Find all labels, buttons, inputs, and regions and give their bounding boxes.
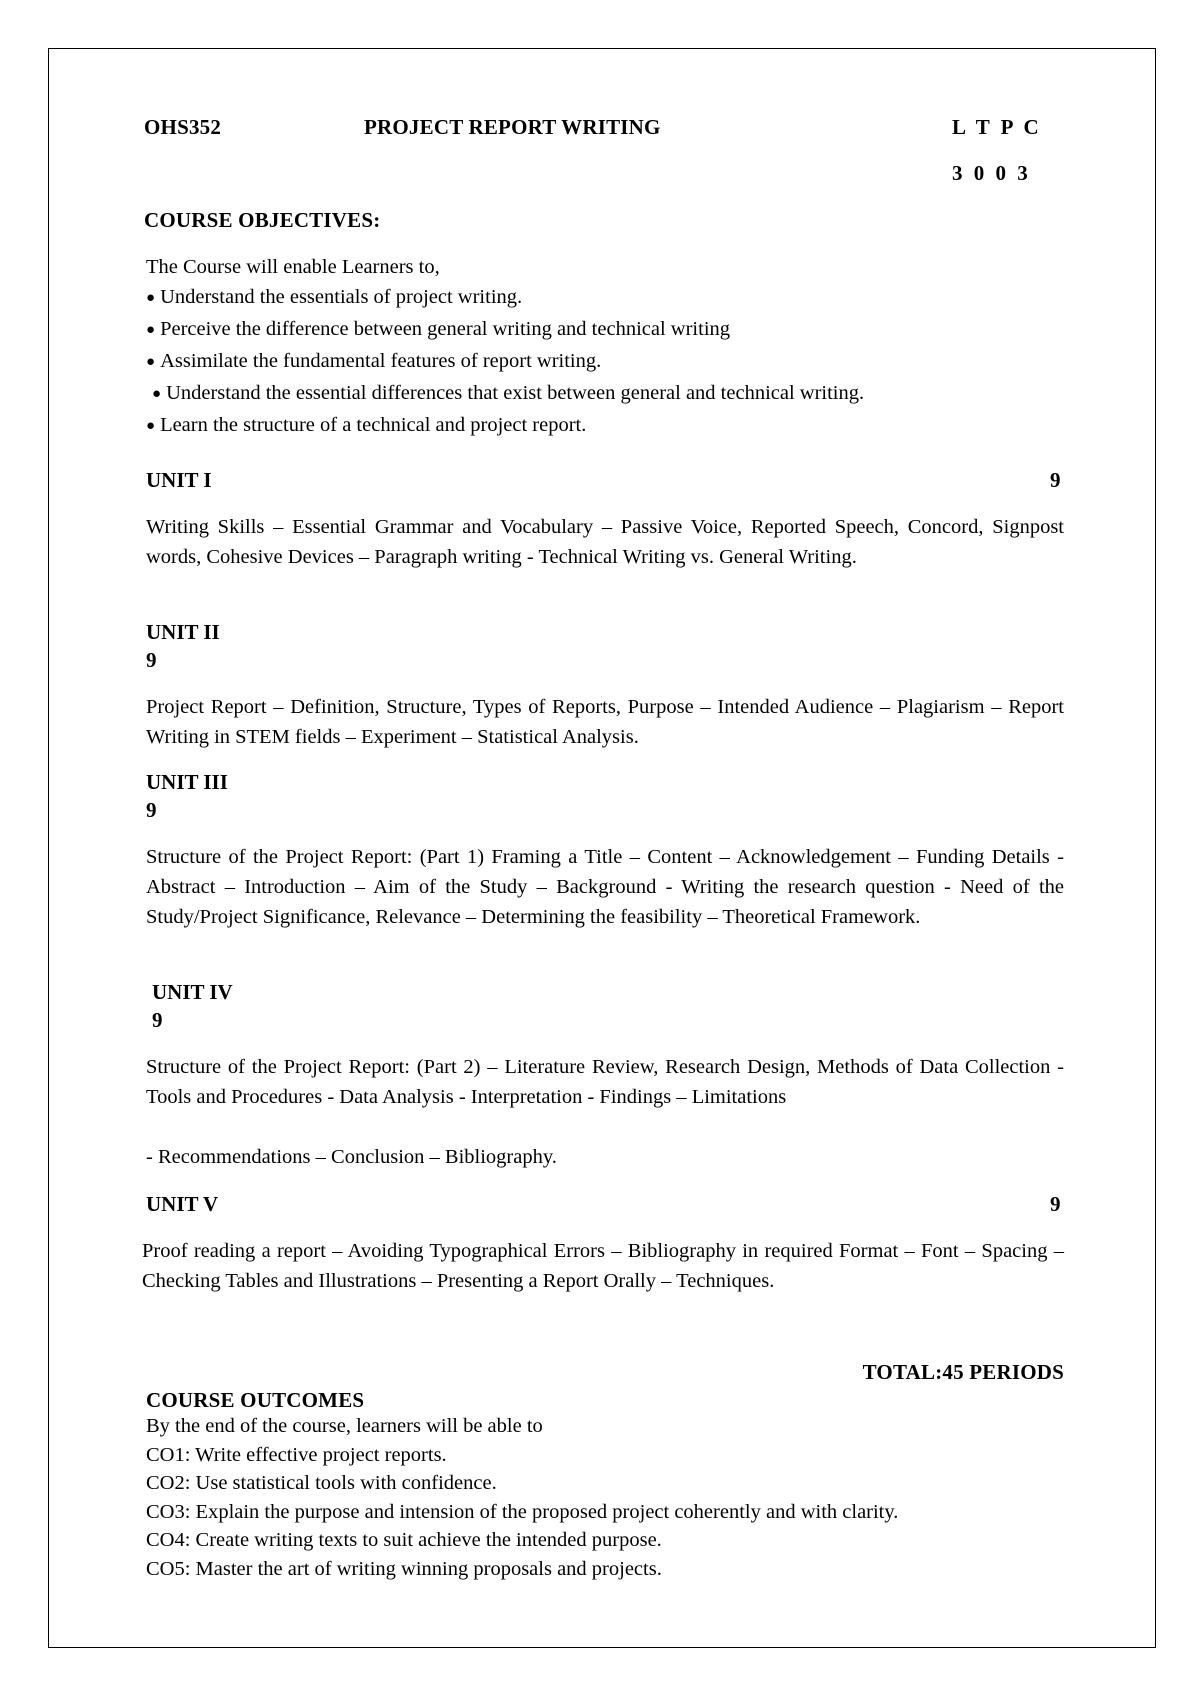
objective-item: ● Assimilate the fundamental features of report writing. — [146, 350, 602, 372]
objectives-heading: COURSE OBJECTIVES: — [144, 208, 381, 232]
outcome-item: CO2: Use statistical tools with confidence. — [146, 1472, 497, 1494]
outcome-item: CO5: Master the art of writing winning proposals and projects. — [146, 1557, 662, 1580]
total-periods: TOTAL:45 PERIODS — [862, 1360, 1064, 1384]
bullet-icon: ● — [146, 290, 156, 306]
ltpc-values: 3 0 0 3 — [952, 161, 1031, 185]
unit-1-text: Writing Skills – Essential Grammar and Vocabulary – Passive Voice, Reported Speech, Concord, Signpost words, Cohesive Devices – Paragraph writing - Technical Writing vs. General Writing. — [146, 516, 1064, 568]
objective-item: ● Understand the essentials of project writing. — [146, 286, 523, 308]
unit-2-title: UNIT II — [146, 620, 220, 644]
outcomes-intro: By the end of the course, learners will be able to — [146, 1415, 543, 1437]
unit-5-text: Proof reading a report – Avoiding Typographical Errors – Bibliography in required Format – Font – Spacing – Checking Tables and Illustrations – Presenting a Report Orally – Techniques. — [142, 1240, 1064, 1292]
course-code: OHS352 — [144, 115, 222, 139]
outcome-item: CO4: Create writing texts to suit achieve the intended purpose. — [146, 1529, 662, 1551]
outcome-item: CO3: Explain the purpose and intension of the proposed project coherently and with clarity. — [146, 1500, 899, 1523]
unit-3-hours: 9 — [146, 798, 157, 822]
unit-4-text-continued: - Recommendations – Conclusion – Bibliography. — [146, 1146, 557, 1168]
objectives-list — [146, 252, 1046, 442]
unit-2-hours: 9 — [146, 648, 157, 672]
outcome-item: CO1: Write effective project reports. — [146, 1443, 447, 1466]
unit-1-title: UNIT I — [146, 468, 212, 492]
bullet-icon: ● — [146, 418, 156, 434]
outcomes-list — [146, 1412, 898, 1583]
ltpc-label: L T P C — [952, 115, 1042, 139]
unit-5-hours: 9 — [1050, 1192, 1061, 1216]
unit-4-title: UNIT IV — [152, 980, 233, 1004]
unit-1-hours: 9 — [1050, 468, 1061, 492]
unit-4-text: Structure of the Project Report: (Part 2) – Literature Review, Research Design, Methods of Data Collection - Tools and Procedures - Data Analysis - Interpretation - Findings – Limitations — [146, 1056, 1064, 1108]
unit-3-title: UNIT III — [146, 770, 228, 794]
bullet-icon: ● — [152, 386, 162, 402]
bullet-icon: ● — [146, 354, 156, 370]
unit-3-text: Structure of the Project Report: (Part 1) Framing a Title – Content – Acknowledgement – Funding Details -Abstract – Introduction – Aim of the Study – Background - Writing the research question - Need of the Study/Project Significance, Relevance – Determining the feasibility – Theoretical Framework. — [146, 846, 1064, 928]
objective-item: ● Understand the essential differences that exist between general and technical writing. — [152, 382, 865, 404]
unit-4-hours: 9 — [152, 1008, 163, 1032]
objective-item: ● Perceive the difference between general writing and technical writing — [146, 318, 731, 340]
unit-2-text: Project Report – Definition, Structure, Types of Reports, Purpose – Intended Audience – Plagiarism – Report Writing in STEM fields – Experiment – Statistical Analysis. — [146, 696, 1064, 748]
bullet-icon: ● — [146, 322, 156, 338]
unit-5-title: UNIT V — [146, 1192, 219, 1216]
course-title: PROJECT REPORT WRITING — [364, 115, 661, 139]
objective-item: ● Learn the structure of a technical and project report. — [146, 414, 587, 436]
objectives-intro: The Course will enable Learners to, — [146, 256, 440, 278]
outcomes-heading: COURSE OUTCOMES — [146, 1388, 365, 1412]
